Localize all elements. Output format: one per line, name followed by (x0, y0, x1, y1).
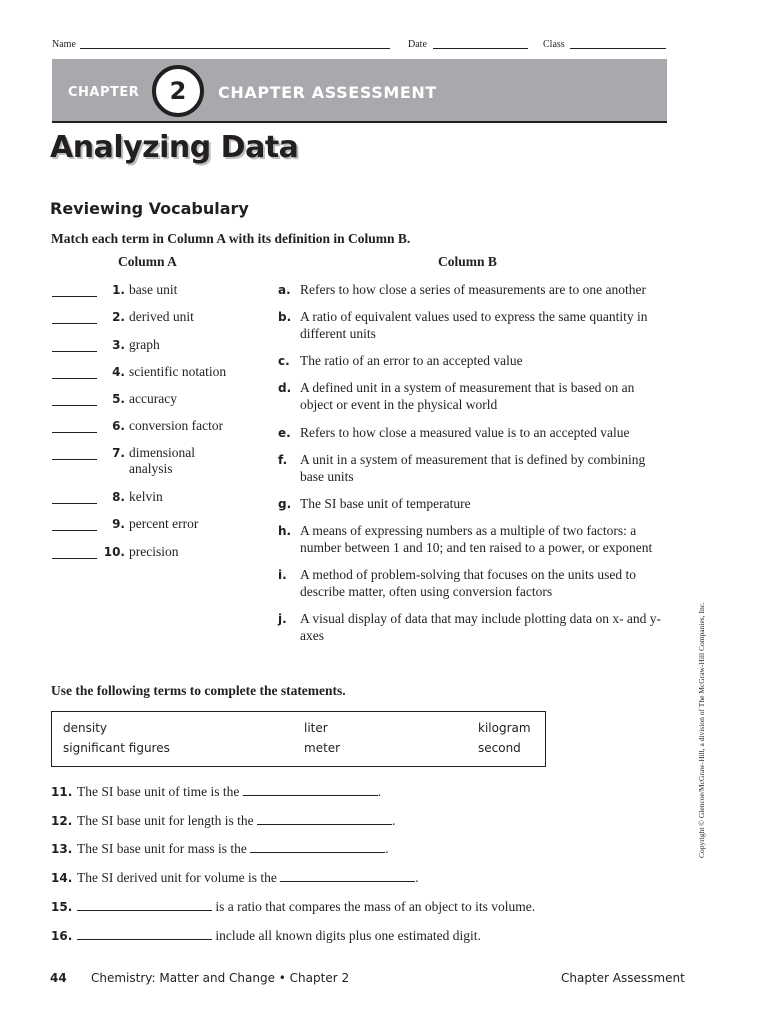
term-text: conversion factor (129, 418, 224, 433)
item-number: 6. (112, 419, 125, 433)
page-number: 44 (50, 971, 67, 985)
date-field[interactable] (433, 48, 528, 49)
date-label: Date (408, 39, 427, 50)
word-bank-item: meter (304, 741, 341, 755)
term-text: percent error (129, 516, 199, 531)
word-bank-item: kilogram (478, 721, 531, 735)
answer-blank[interactable] (280, 869, 415, 882)
statement-text: The SI base unit for mass is the (77, 841, 247, 856)
definition-text: A defined unit in a system of measurement that is based on an object or event in the physical world (300, 380, 635, 412)
statement (51, 898, 535, 918)
banner-title: CHAPTER ASSESSMENT (218, 83, 437, 102)
answer-blank[interactable] (52, 558, 97, 559)
column-a-item (52, 364, 252, 384)
statement-number: 12. (51, 814, 73, 828)
statement-text: The SI derived unit for volume is the (77, 870, 277, 885)
answer-blank[interactable] (257, 812, 392, 825)
statement (51, 869, 419, 889)
statement-end: . (415, 870, 419, 885)
match-instruction: Match each term in Column A with its definition in Column B. (51, 231, 411, 246)
terms-instruction: Use the following terms to complete the statements. (51, 683, 346, 698)
answer-blank[interactable] (52, 351, 97, 352)
column-a-heading: Column A (118, 254, 177, 269)
name-field[interactable] (80, 48, 390, 49)
definition-text: The ratio of an error to an accepted value (300, 353, 523, 368)
word-bank-item: second (478, 741, 521, 755)
item-letter: h. (278, 524, 292, 538)
word-bank (51, 711, 546, 767)
statement (51, 812, 395, 832)
statement (51, 840, 389, 860)
item-letter: c. (278, 354, 290, 368)
definition-text: A visual display of data that may include plotting data on x- and y-axes (300, 611, 662, 643)
item-number: 4. (112, 365, 125, 379)
item-number: 1. (112, 283, 125, 297)
item-letter: d. (278, 381, 292, 395)
item-number: 8. (112, 490, 125, 504)
term-text: accuracy (129, 391, 177, 406)
item-letter: a. (278, 283, 291, 297)
footer-section: Chapter Assessment (561, 971, 685, 985)
answer-blank[interactable] (52, 432, 97, 433)
column-a-item (52, 309, 252, 329)
chapter-number: 2 (169, 77, 187, 105)
statement (51, 783, 381, 803)
chapter-banner (52, 59, 667, 123)
item-number: 10. (103, 545, 125, 559)
page-title: Analyzing Data (50, 130, 299, 165)
column-a-item (52, 544, 252, 564)
statement-number: 16. (51, 929, 73, 943)
term-text: kelvin (129, 489, 163, 504)
term-text: graph (129, 337, 160, 352)
statement-text: The SI base unit for length is the (77, 813, 254, 828)
answer-blank[interactable] (52, 503, 97, 504)
item-number: 5. (112, 392, 125, 406)
column-a-item (52, 445, 252, 476)
term-text: dimensional analysis (129, 445, 195, 476)
item-number: 7. (112, 446, 125, 460)
statement-number: 13. (51, 842, 73, 856)
answer-blank[interactable] (52, 378, 97, 379)
answer-blank[interactable] (52, 405, 97, 406)
column-a-item (52, 418, 252, 438)
statement-number: 14. (51, 871, 73, 885)
name-label: Name (52, 39, 76, 50)
term-text: derived unit (129, 309, 194, 324)
column-a-item (52, 516, 252, 536)
column-b-heading: Column B (438, 254, 497, 269)
term-text: base unit (129, 282, 178, 297)
answer-blank[interactable] (243, 783, 378, 796)
copyright-notice: Copyright © Glencoe/McGraw-Hill, a division of The McGraw-Hill Companies, Inc. (697, 602, 706, 858)
term-text: scientific notation (129, 364, 227, 379)
column-a-item (52, 282, 252, 302)
column-a-item (52, 337, 252, 357)
definition-text: The SI base unit of temperature (300, 496, 471, 511)
item-letter: b. (278, 310, 292, 324)
answer-blank[interactable] (77, 898, 212, 911)
item-number: 9. (112, 517, 125, 531)
definition-text: Refers to how close a series of measurements are to one another (300, 282, 646, 297)
class-field[interactable] (570, 48, 666, 49)
answer-blank[interactable] (52, 530, 97, 531)
banner-chapter-word: CHAPTER (68, 85, 140, 100)
definition-text: A means of expressing numbers as a multiple of two factors: a number between 1 and 10; and ten raised to a power, or exponent (300, 523, 653, 555)
item-number: 2. (112, 310, 125, 324)
column-a-item (52, 489, 252, 509)
statement-number: 15. (51, 900, 73, 914)
class-label: Class (543, 39, 565, 50)
statement-number: 11. (51, 785, 73, 799)
statement-end: . (377, 784, 382, 799)
answer-blank[interactable] (52, 296, 97, 297)
answer-blank[interactable] (77, 927, 212, 940)
footer-book: Chemistry: Matter and Change • Chapter 2 (91, 971, 350, 985)
answer-blank[interactable] (52, 323, 97, 324)
definition-text: A ratio of equivalent values used to express the same quantity in different units (300, 309, 648, 341)
column-a-item (52, 391, 252, 411)
definition-text: A method of problem-solving that focuses on the units used to describe matter, often using conversion factors (300, 567, 636, 599)
statement-end: . (385, 841, 389, 856)
item-letter: j. (278, 612, 287, 626)
answer-blank[interactable] (52, 459, 97, 460)
chapter-number-badge (152, 65, 204, 117)
statement-end: . (391, 813, 396, 828)
word-bank-item: significant figures (63, 741, 170, 755)
item-letter: e. (278, 426, 291, 440)
section-title: Reviewing Vocabulary (50, 199, 249, 218)
definition-text: A unit in a system of measurement that is defined by combining base units (300, 452, 646, 484)
statement (51, 927, 481, 947)
word-bank-item: liter (304, 721, 328, 735)
term-text: precision (129, 544, 179, 559)
statement-text: is a ratio that compares the mass of an object to its volume. (215, 899, 536, 914)
statement-text: include all known digits plus one estimated digit. (215, 928, 481, 943)
item-letter: f. (278, 453, 288, 467)
word-bank-item: density (63, 721, 107, 735)
statement-text: The SI base unit of time is the (77, 784, 240, 799)
item-number: 3. (112, 338, 125, 352)
definition-text: Refers to how close a measured value is to an accepted value (300, 425, 630, 440)
item-letter: g. (278, 497, 292, 511)
answer-blank[interactable] (250, 840, 385, 853)
item-letter: i. (278, 568, 287, 582)
